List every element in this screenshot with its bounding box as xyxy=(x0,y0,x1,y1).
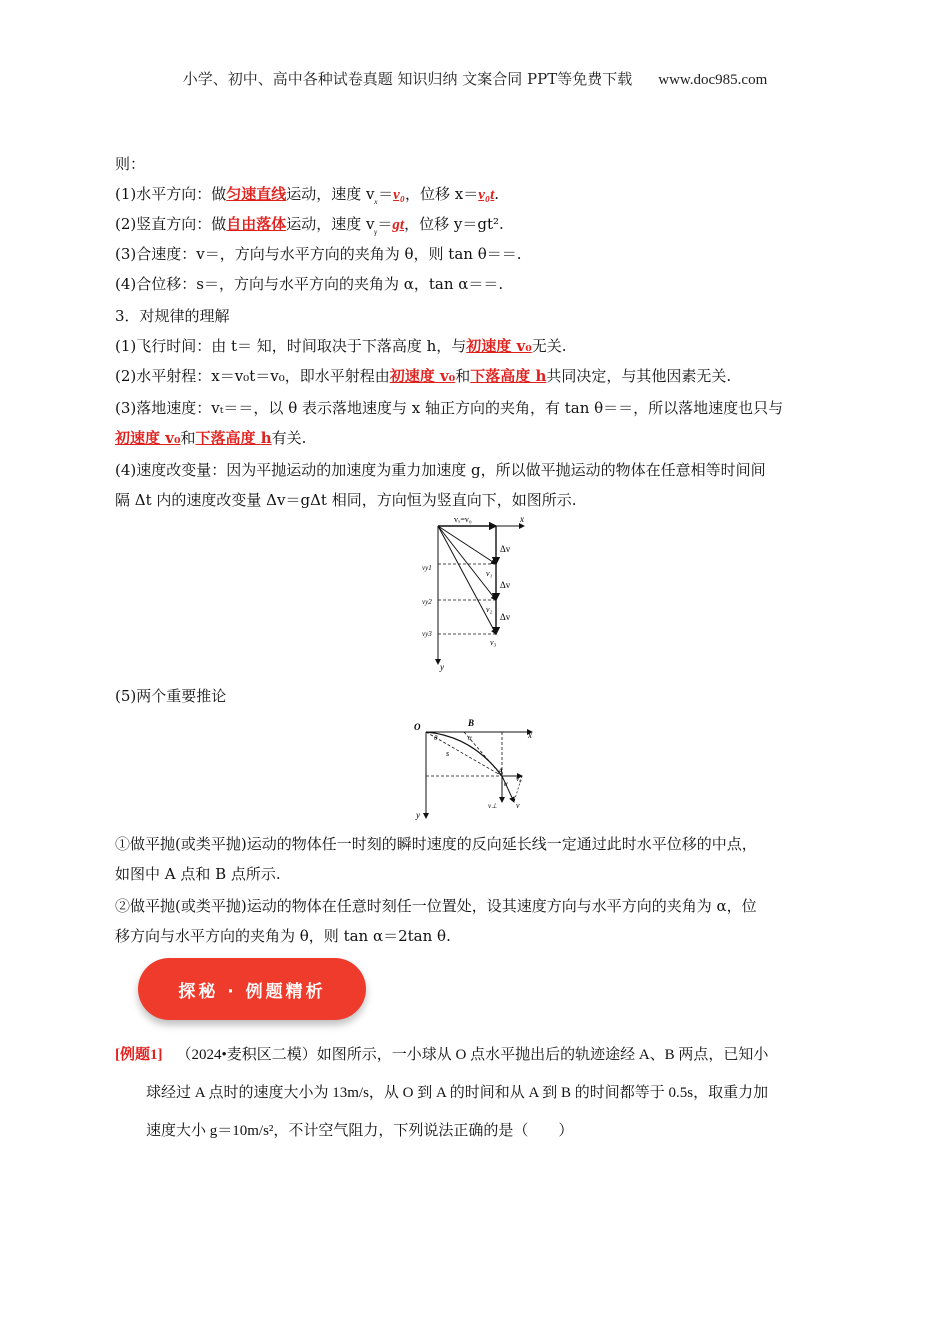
line-horizontal xyxy=(115,184,499,209)
example-line-1 xyxy=(115,1044,768,1066)
label-y: y xyxy=(440,662,444,672)
label-dv2: Δv xyxy=(500,580,511,590)
line-then: 则： xyxy=(115,155,146,173)
label-v2: v₂ xyxy=(486,605,493,614)
answer-uniform-linear: 匀速直线 xyxy=(226,185,287,203)
label-alpha-b: α xyxy=(468,734,472,742)
line-velocity-change: (4)速度改变量：因为平抛运动的加速度为重力加速度 g，所以做平抛运动的物体在任意相等时间间 xyxy=(115,461,766,479)
label-v1: v₁ xyxy=(486,569,493,578)
line-velocity-change-cont: 隔 Δt 内的速度改变量 Δv＝gΔt 相同，方向恒为竖直向下，如图所示. xyxy=(115,491,577,509)
label-x: x xyxy=(520,514,524,524)
text: 和 xyxy=(180,429,196,447)
text: ，位移 x＝ xyxy=(404,185,479,203)
example-line-2: 球经过 A 点时的速度大小为 13m/s，从 O 到 A 的时间和从 A 到 B 的时间都等于 0.5s，取重力加 xyxy=(146,1085,769,1101)
line-vertical xyxy=(115,214,504,239)
v1-arrow xyxy=(438,526,496,564)
label-A: A xyxy=(498,767,504,776)
label-x: x xyxy=(528,730,532,740)
label-vx: vₓ=v₀ xyxy=(454,515,472,524)
text: ＝ xyxy=(377,215,393,233)
label-dv1: Δv xyxy=(500,544,511,554)
section-banner: 探秘 · 例题精析 xyxy=(138,958,366,1020)
velocity-change-diagram xyxy=(410,512,540,672)
text: (1)水平方向：做 xyxy=(115,185,227,203)
label-vy1: vy1 xyxy=(422,564,432,572)
line-inference-1-cont: 如图中 A 点和 B 点所示. xyxy=(115,865,281,883)
text: ₓ xyxy=(374,192,379,206)
text: (1)飞行时间：由 t＝ 知，时间取决于下落高度 h，与 xyxy=(115,337,467,355)
example-line-3: 速度大小 g＝10m/s²，不计空气阻力，下列说法正确的是（ ） xyxy=(146,1123,574,1139)
label-vy2: vy2 xyxy=(422,598,432,606)
example-tag: [例题1] xyxy=(115,1047,163,1063)
line-resultant-velocity: (3)合速度：v＝，方向与水平方向的夹角为 θ，则 tan θ＝＝. xyxy=(115,245,522,263)
answer-initial-velocity: 初速度 v₀ xyxy=(466,337,532,355)
answer-v0: v₀ xyxy=(393,187,405,203)
text: ᵧ xyxy=(374,222,378,236)
line-inference-2-cont: 移方向与水平方向的夹角为 θ，则 tan α＝2tan θ. xyxy=(115,927,451,945)
label-vperp: v⊥ xyxy=(488,802,498,810)
line-inference-2: ②做平抛(或类平抛)运动的物体在任意时刻任一位置处，设其速度方向与水平方向的夹角为 α，位 xyxy=(115,897,757,915)
projectile-inference-diagram xyxy=(412,714,542,824)
text: 无关. xyxy=(531,337,567,355)
label-alpha-a: α xyxy=(504,780,508,788)
v3-arrow xyxy=(438,526,496,634)
text: 共同决定，与其他因素无关. xyxy=(546,367,732,385)
text: ＝ xyxy=(378,185,394,203)
text: （2024•麦积区二模）如图所示，一小球从 O 点水平抛出后的轨迹途经 A、B 两点，已知小 xyxy=(176,1047,769,1063)
line-landing-velocity: (3)落地速度：vₜ＝＝，以 θ 表示落地速度与 x 轴正方向的夹角，有 tan θ＝＝，所以落地速度也只与 xyxy=(115,399,784,417)
label-O: O xyxy=(414,722,421,732)
text: (2)竖直方向：做 xyxy=(115,215,227,233)
text: 运动，速度 v xyxy=(286,215,375,233)
text: 和 xyxy=(455,367,471,385)
v2-arrow xyxy=(438,526,496,600)
header-site[interactable]: www.doc985.com xyxy=(658,72,768,88)
answer-initial-velocity: 初速度 v₀ xyxy=(115,429,181,447)
line-landing-velocity-cont xyxy=(115,428,306,448)
answer-drop-height: 下落高度 h xyxy=(470,367,547,385)
answer-v0t: v₀t xyxy=(478,187,495,203)
label-v0: v₀ xyxy=(516,775,522,783)
line-two-inferences: (5)两个重要推论 xyxy=(115,687,227,705)
page-header xyxy=(0,68,950,89)
answer-drop-height: 下落高度 h xyxy=(195,429,272,447)
label-v: v xyxy=(516,801,520,810)
label-vy3: vy3 xyxy=(422,630,432,638)
text: . xyxy=(494,185,500,203)
section-heading: 3．对规律的理解 xyxy=(115,307,230,325)
label-v3: v₃ xyxy=(490,638,497,647)
header-text: 小学、初中、高中各种试卷真题 知识归纳 文案合同 PPT等免费下载 xyxy=(182,70,633,88)
text: 运动，速度 v xyxy=(286,185,375,203)
line-range xyxy=(115,366,731,386)
label-s: s xyxy=(446,749,450,758)
line-resultant-displacement: (4)合位移：s＝，方向与水平方向的夹角为 α，tan α＝＝. xyxy=(115,275,504,293)
label-B: B xyxy=(468,718,475,728)
label-y: y xyxy=(416,810,420,820)
text: 有关. xyxy=(271,429,307,447)
label-dv3: Δv xyxy=(500,612,511,622)
answer-gt: gt xyxy=(392,217,405,233)
text: ，位移 y＝gt². xyxy=(404,215,504,233)
line-inference-1: ①做平抛(或类平抛)运动的物体任一时刻的瞬时速度的反向延长线一定通过此时水平位移的中点， xyxy=(115,835,757,853)
line-flight-time xyxy=(115,336,567,356)
label-theta: θ xyxy=(434,734,438,742)
text: (2)水平射程：x＝v₀t＝v₀，即水平射程由 xyxy=(115,367,390,385)
answer-free-fall: 自由落体 xyxy=(226,215,287,233)
answer-initial-velocity: 初速度 v₀ xyxy=(389,367,456,385)
